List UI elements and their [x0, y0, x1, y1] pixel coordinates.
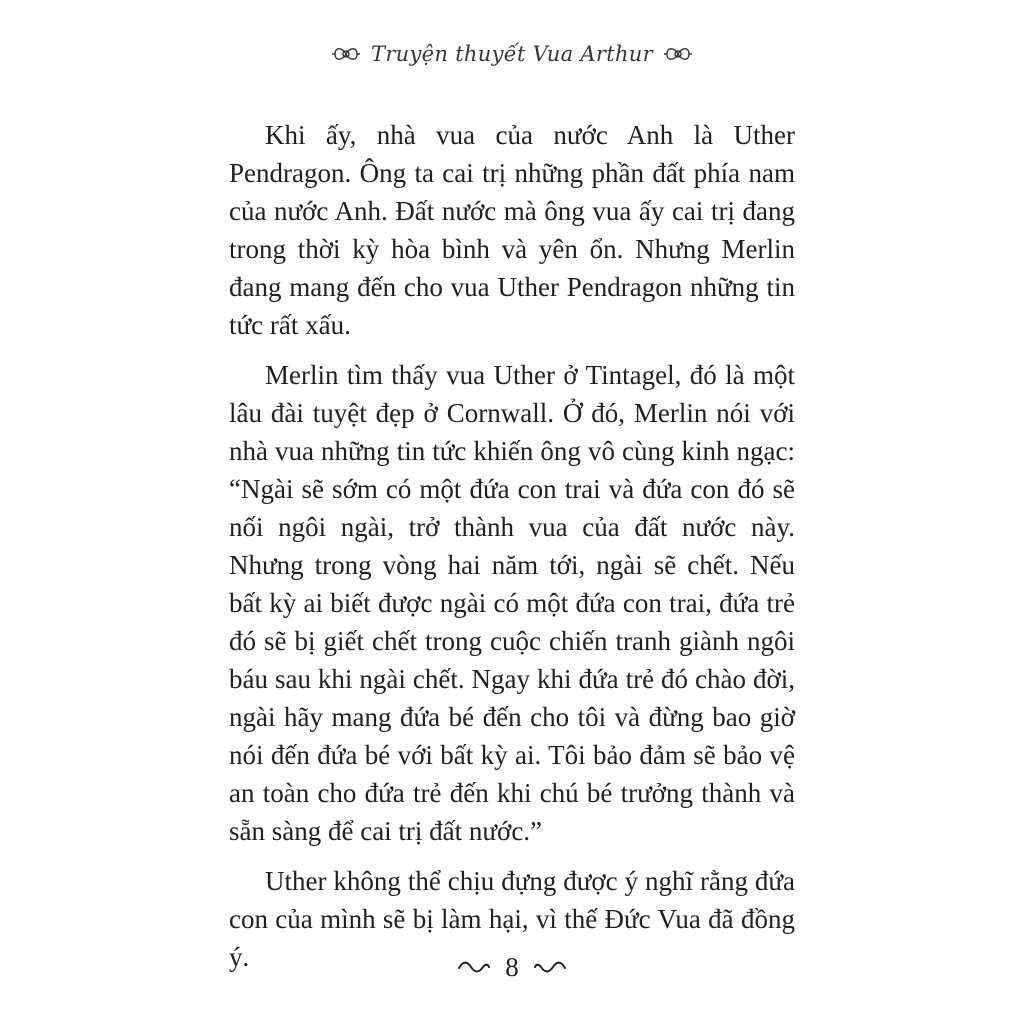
book-title: Truyện thuyết Vua Arthur — [371, 42, 653, 66]
paragraph: Merlin tìm thấy vua Uther ở Tintagel, đó là một lâu đài tuyệt đẹp ở Cornwall. Ở đó, Merlin nói với nhà vua những tin tức khiến ông vô cùng kinh ngạc: “Ngài sẽ sớm có một đứa con trai và đứa con đó sẽ nối ngôi ngài, trở thành vua của đất nước này. Nhưng trong vòng hai năm tới, ngài sẽ chết. Nếu bất kỳ ai biết được ngài có một đứa con trai, đứa trẻ đó sẽ bị giết chết trong cuộc chiến tranh giành ngôi báu sau khi ngài chết. Ngay khi đứa trẻ đó chào đời, ngài hãy mang đứa bé đến cho tôi và đừng bao giờ nói đến đứa bé với bất kỳ ai. Tôi bảo đảm sẽ bảo vệ an toàn cho đứa trẻ đến khi chú bé trưởng thành và sẵn sàng để cai trị đất nước.” — [229, 360, 795, 846]
swash-icon — [533, 959, 567, 975]
celtic-knot-icon — [331, 42, 361, 66]
running-header — [0, 36, 1024, 72]
paragraph: Khi ấy, nhà vua của nước Anh là Uther Pendragon. Ông ta cai trị những phần đất phía nam của nước Anh. Đất nước mà ông vua ấy cai trị đang trong thời kỳ hòa bình và yên ổn. Nhưng Merlin đang mang đến cho vua Uther Pendragon những tin tức rất xấu. — [229, 120, 795, 340]
celtic-knot-icon — [663, 42, 693, 66]
paragraph: Uther không thể chịu đựng được ý nghĩ rằng đứa con của mình sẽ bị làm hại, vì thế Đức Vua đã đồng ý. — [229, 866, 795, 972]
page-footer — [0, 948, 1024, 986]
swash-icon — [457, 959, 491, 975]
page-body — [229, 116, 795, 976]
page-number: 8 — [505, 951, 519, 982]
